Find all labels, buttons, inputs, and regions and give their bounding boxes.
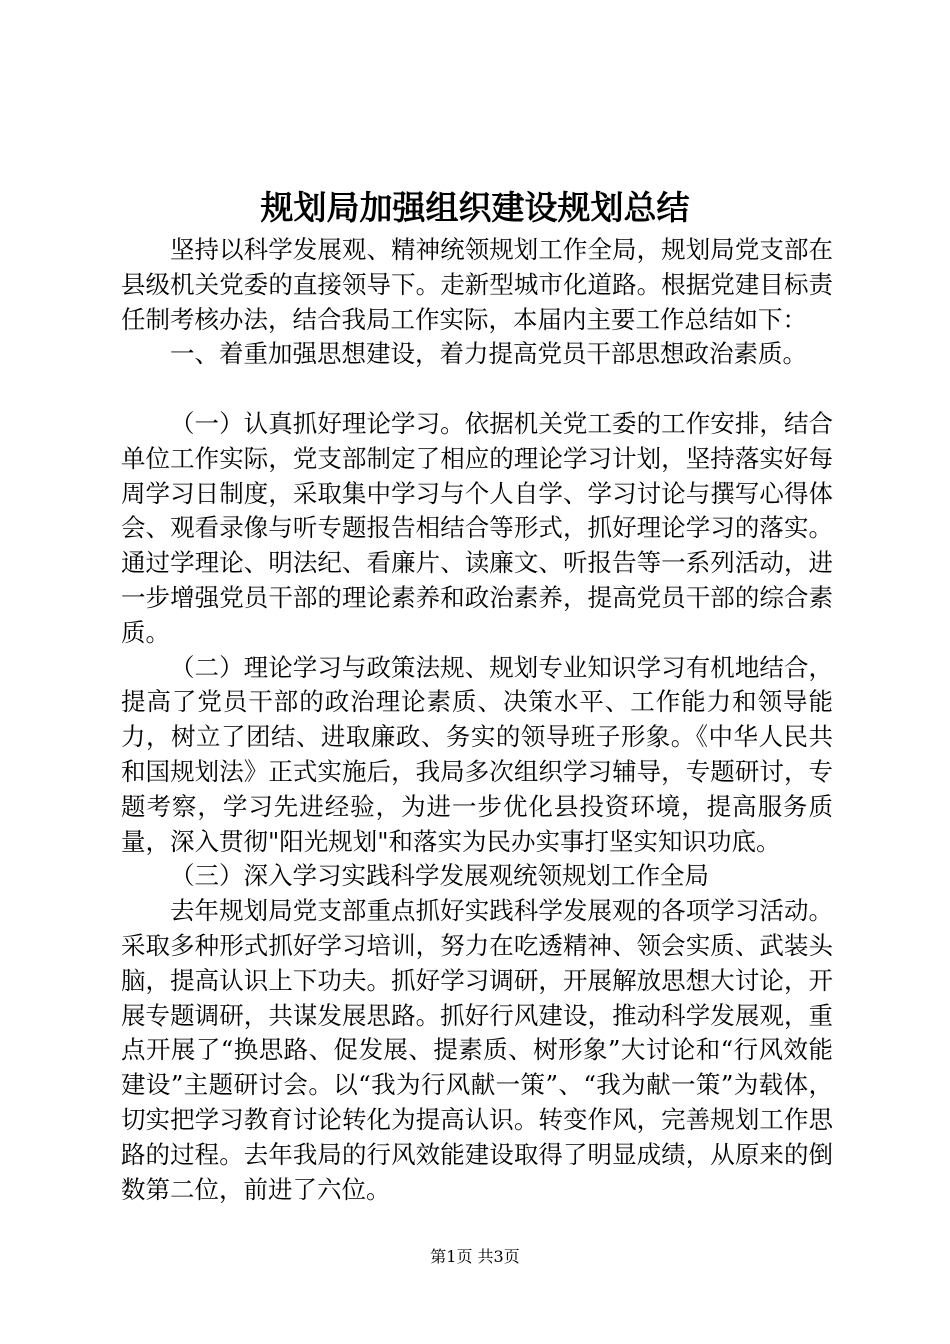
page-footer: 第1页 共3页 bbox=[430, 1247, 520, 1266]
paragraph-theory-study: （一）认真抓好理论学习。依据机关党工委的工作安排，结合单位工作实际，党支部制定了相应的理论学习计划，坚持落实好每周学习日制度，采取集中学习与个人自学、学习讨论与撰写心得体会、观看录像与听专题报告相结合等形式，抓好理论学习的落实。通过学理论、明法纪、看廉片、读廉文、听报告等一系列活动，进一步增强党员干部的理论素养和政治素养，提高党员干部的综合素质。 bbox=[121, 408, 833, 647]
section-heading-1: 一、着重加强思想建设，着力提高党员干部思想政治素质。 bbox=[170, 339, 807, 369]
paragraph-practice: 去年规划局党支部重点抓好实践科学发展观的各项学习活动。采取多种形式抓好学习培训，努力在吃透精神、领会实质、武装头脑，提高认识上下功夫。抓好学习调研，开展解放思想大讨论，开展专题调研，共谋发展思路。抓好行风建设，推动科学发展观，重点开展了“换思路、促发展、提素质、树形象”大讨论和“行风效能建设”主题研讨会。以“我为行风献一策”、“我为献一策”为载体，切实把学习教育讨论转化为提高认识。转变作风，完善规划工作思路的过程。去年我局的行风效能建设取得了明显成绩，从原来的倒数第二位，前进了六位。 bbox=[121, 896, 833, 1204]
document-body bbox=[121, 233, 833, 1207]
paragraph-policy-study: （二）理论学习与政策法规、规划专业知识学习有机地结合，提高了党员干部的政治理论素质、决策水平、工作能力和领导能力，树立了团结、进取廉政、务实的领导班子形象。《中华人民共和国规划法》正式实施后，我局多次组织学习辅导，专题研讨，专题考察，学习先进经验，为进一步优化县投资环境，提高服务质量，深入贯彻"阳光规划"和落实为民办实事打坚实知识功底。 bbox=[121, 652, 833, 856]
document-title: 规划局加强组织建设规划总结 bbox=[260, 188, 690, 227]
subsection-heading-3: （三）深入学习实践科学发展观统领规划工作全局 bbox=[170, 861, 709, 891]
paragraph-intro: 坚持以科学发展观、精神统领规划工作全局，规划局党支部在县级机关党委的直接领导下。走新型城市化道路。根据党建目标责任制考核办法，结合我局工作实际，本届内主要工作总结如下： bbox=[121, 235, 833, 334]
